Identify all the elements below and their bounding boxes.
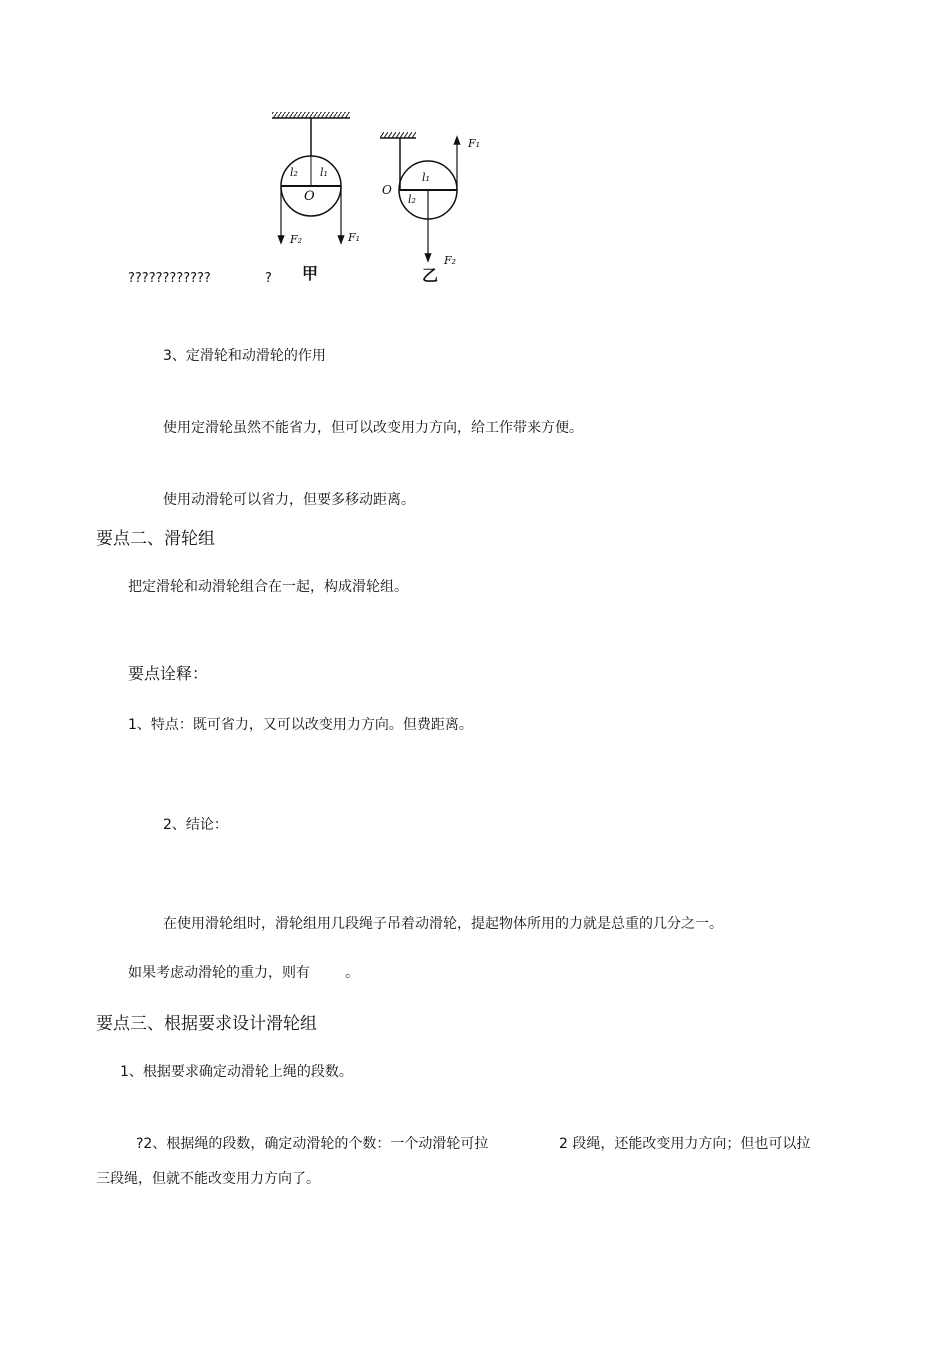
figure-prefix-text: ???????????? [128,271,211,286]
point2-gravity-end: 。 [345,965,359,981]
label-l2-right: l₂ [408,193,416,206]
label-f1-right: F₁ [468,137,481,150]
label-f1-left: F₁ [348,231,361,244]
point3-item1: 1、根据要求确定动滑轮上绳的段数。 [120,1064,353,1080]
label-l1-left: l₁ [320,166,328,179]
label-o-right: O [382,183,392,197]
point2-item2: 2、结论： [163,817,228,833]
figure-prefix-mark: ? [265,271,272,286]
point2-explain-heading: 要点诠释： [128,664,209,683]
point3-item2-part1: ?2、根据绳的段数，确定动滑轮的个数：一个动滑轮可拉 [136,1136,489,1152]
point3-item2-part2: 2 段绳，还能改变用力方向；但也可以拉 [559,1136,811,1152]
fixed-pulley-figure [272,112,350,240]
point3-heading: 要点三、根据要求设计滑轮组 [96,1014,317,1034]
point2-heading: 要点二、滑轮组 [96,529,215,549]
point2-intro: 把定滑轮和动滑轮组合在一起，构成滑轮组。 [128,579,408,595]
section3-para1: 使用定滑轮虽然不能省力，但可以改变用力方向，给工作带来方便。 [163,420,583,436]
label-l2-left: l₂ [290,166,298,179]
caption-yi: 乙 [422,266,439,285]
section3-para2: 使用动滑轮可以省力，但要多移动距离。 [163,492,415,508]
pulley-diagram [0,0,950,300]
caption-jia: 甲 [302,264,319,283]
point2-gravity-text: 如果考虑动滑轮的重力，则有 [128,965,310,981]
label-l1-right: l₁ [422,171,430,184]
label-o-left: O [304,189,315,204]
point3-item2-part3: 三段绳，但就不能改变用力方向了。 [96,1171,320,1187]
section3-title: 3、定滑轮和动滑轮的作用 [163,348,326,364]
label-f2-left: F₂ [290,233,303,246]
point2-item1: 1、特点：既可省力，又可以改变用力方向。但费距离。 [128,717,473,733]
point2-conclusion: 在使用滑轮组时，滑轮组用几段绳子吊着动滑轮，提起物体所用的力就是总重的几分之一。 [163,916,723,932]
label-f2-right: F₂ [444,254,457,267]
